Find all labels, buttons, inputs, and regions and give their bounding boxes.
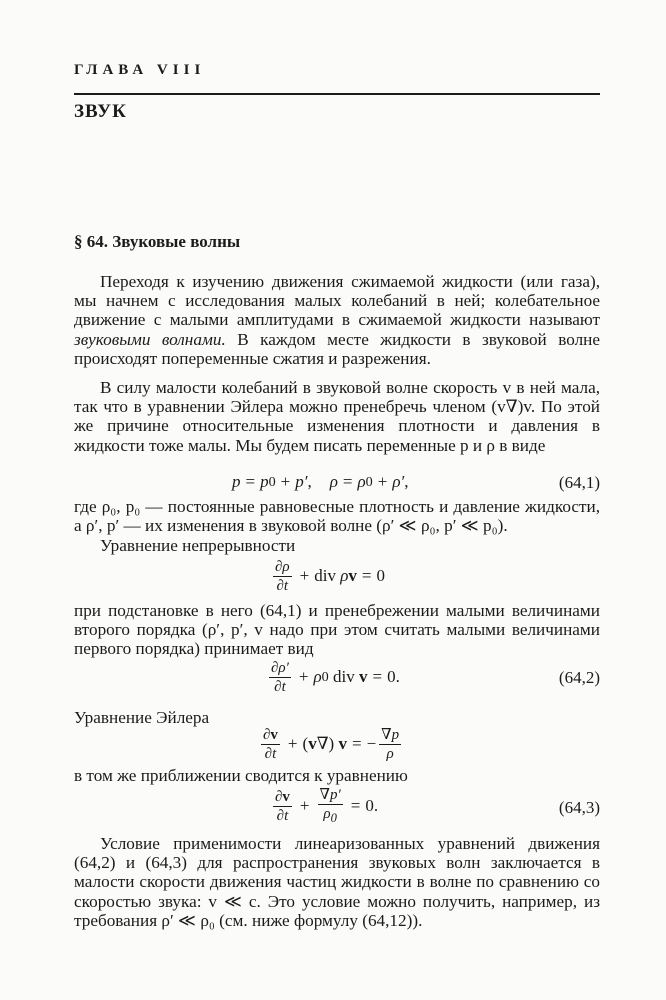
equation-euler: $\frac{\partial v}{\partial t}$ + (v∇) v = − $\frac{\nabla p}{\rho}$: [263, 726, 400, 762]
equation-number-64-1: (64,1): [558, 473, 600, 492]
equation-number-64-2: (64,2): [558, 668, 600, 687]
equation-64-2: $\frac{\partial\rho'}{\partial t}$ + ρ 0 div v = 0.: [271, 659, 400, 695]
paragraph-small-oscillations: В силу малости колебаний в звуковой волне скорость v в ней мала, так что в уравнении Эйлера можно пренебречь членом (v∇)v. По этой же причине относительные изменения плотности и давления в жидкости тоже малы. Мы будем писать переменные p и ρ в виде: [74, 378, 600, 455]
paragraph-applicability: Условие применимости линеаризованных уравнений движения (64,2) и (64,3) для распространения звуковых волн заключается в малости скорости движения частиц жидкости в волне по сравнению со скоростью звука: v ≪ c. Это условие можно получить, например, из требования ρ′ ≪ ρ₀ (см. ниже формулу (64,12)).: [74, 834, 600, 930]
equation-number-64-3: (64,3): [558, 798, 600, 817]
section-title: § 64. Звуковые волны: [74, 232, 241, 251]
chapter-heading: ГЛАВА VIII: [74, 62, 206, 78]
paragraph-intro: Переходя к изучению движения сжимаемой жидкости (или газа), мы начнем с исследования малых колебаний в ней; колебательное движение с малыми амплитудами в сжимаемой жидкости называют звуковыми волнами. В каждом месте жидкости в звуковой волне происходят попеременные сжатия и разрежения.: [74, 272, 600, 368]
chapter-title: ЗВУК: [74, 101, 127, 122]
paragraph-perturbations: где ρ₀, p₀ — постоянные равновесные плотность и давление жидкости, а ρ′, p′ — их изменения в звуковой волне (ρ′ ≪ ρ₀, p′ ≪ p₀).: [74, 497, 600, 536]
paragraph-linearization: при подстановке в него (64,1) и пренебрежении малыми величинами второго порядка (ρ′, p′, v надо при этом считать малыми величинами первого порядка) принимает вид: [74, 601, 600, 659]
paragraph-approximation: в том же приближении сводится к уравнению: [74, 766, 408, 785]
equation-64-1: p = p 0 + p′ , ρ = ρ 0 + ρ′ ,: [232, 472, 409, 491]
paragraph-euler-label: Уравнение Эйлера: [74, 708, 210, 727]
heading-rule: [74, 93, 600, 95]
equation-64-3: $\frac{\partial v}{\partial t}$ + $\frac{\nabla p'}{\rho_0}$ = 0.: [275, 786, 379, 825]
equation-continuity: $\frac{\partial\rho}{\partial t}$ + div ρ v = 0: [275, 558, 385, 594]
paragraph-continuity-label: Уравнение непрерывности: [100, 536, 296, 555]
